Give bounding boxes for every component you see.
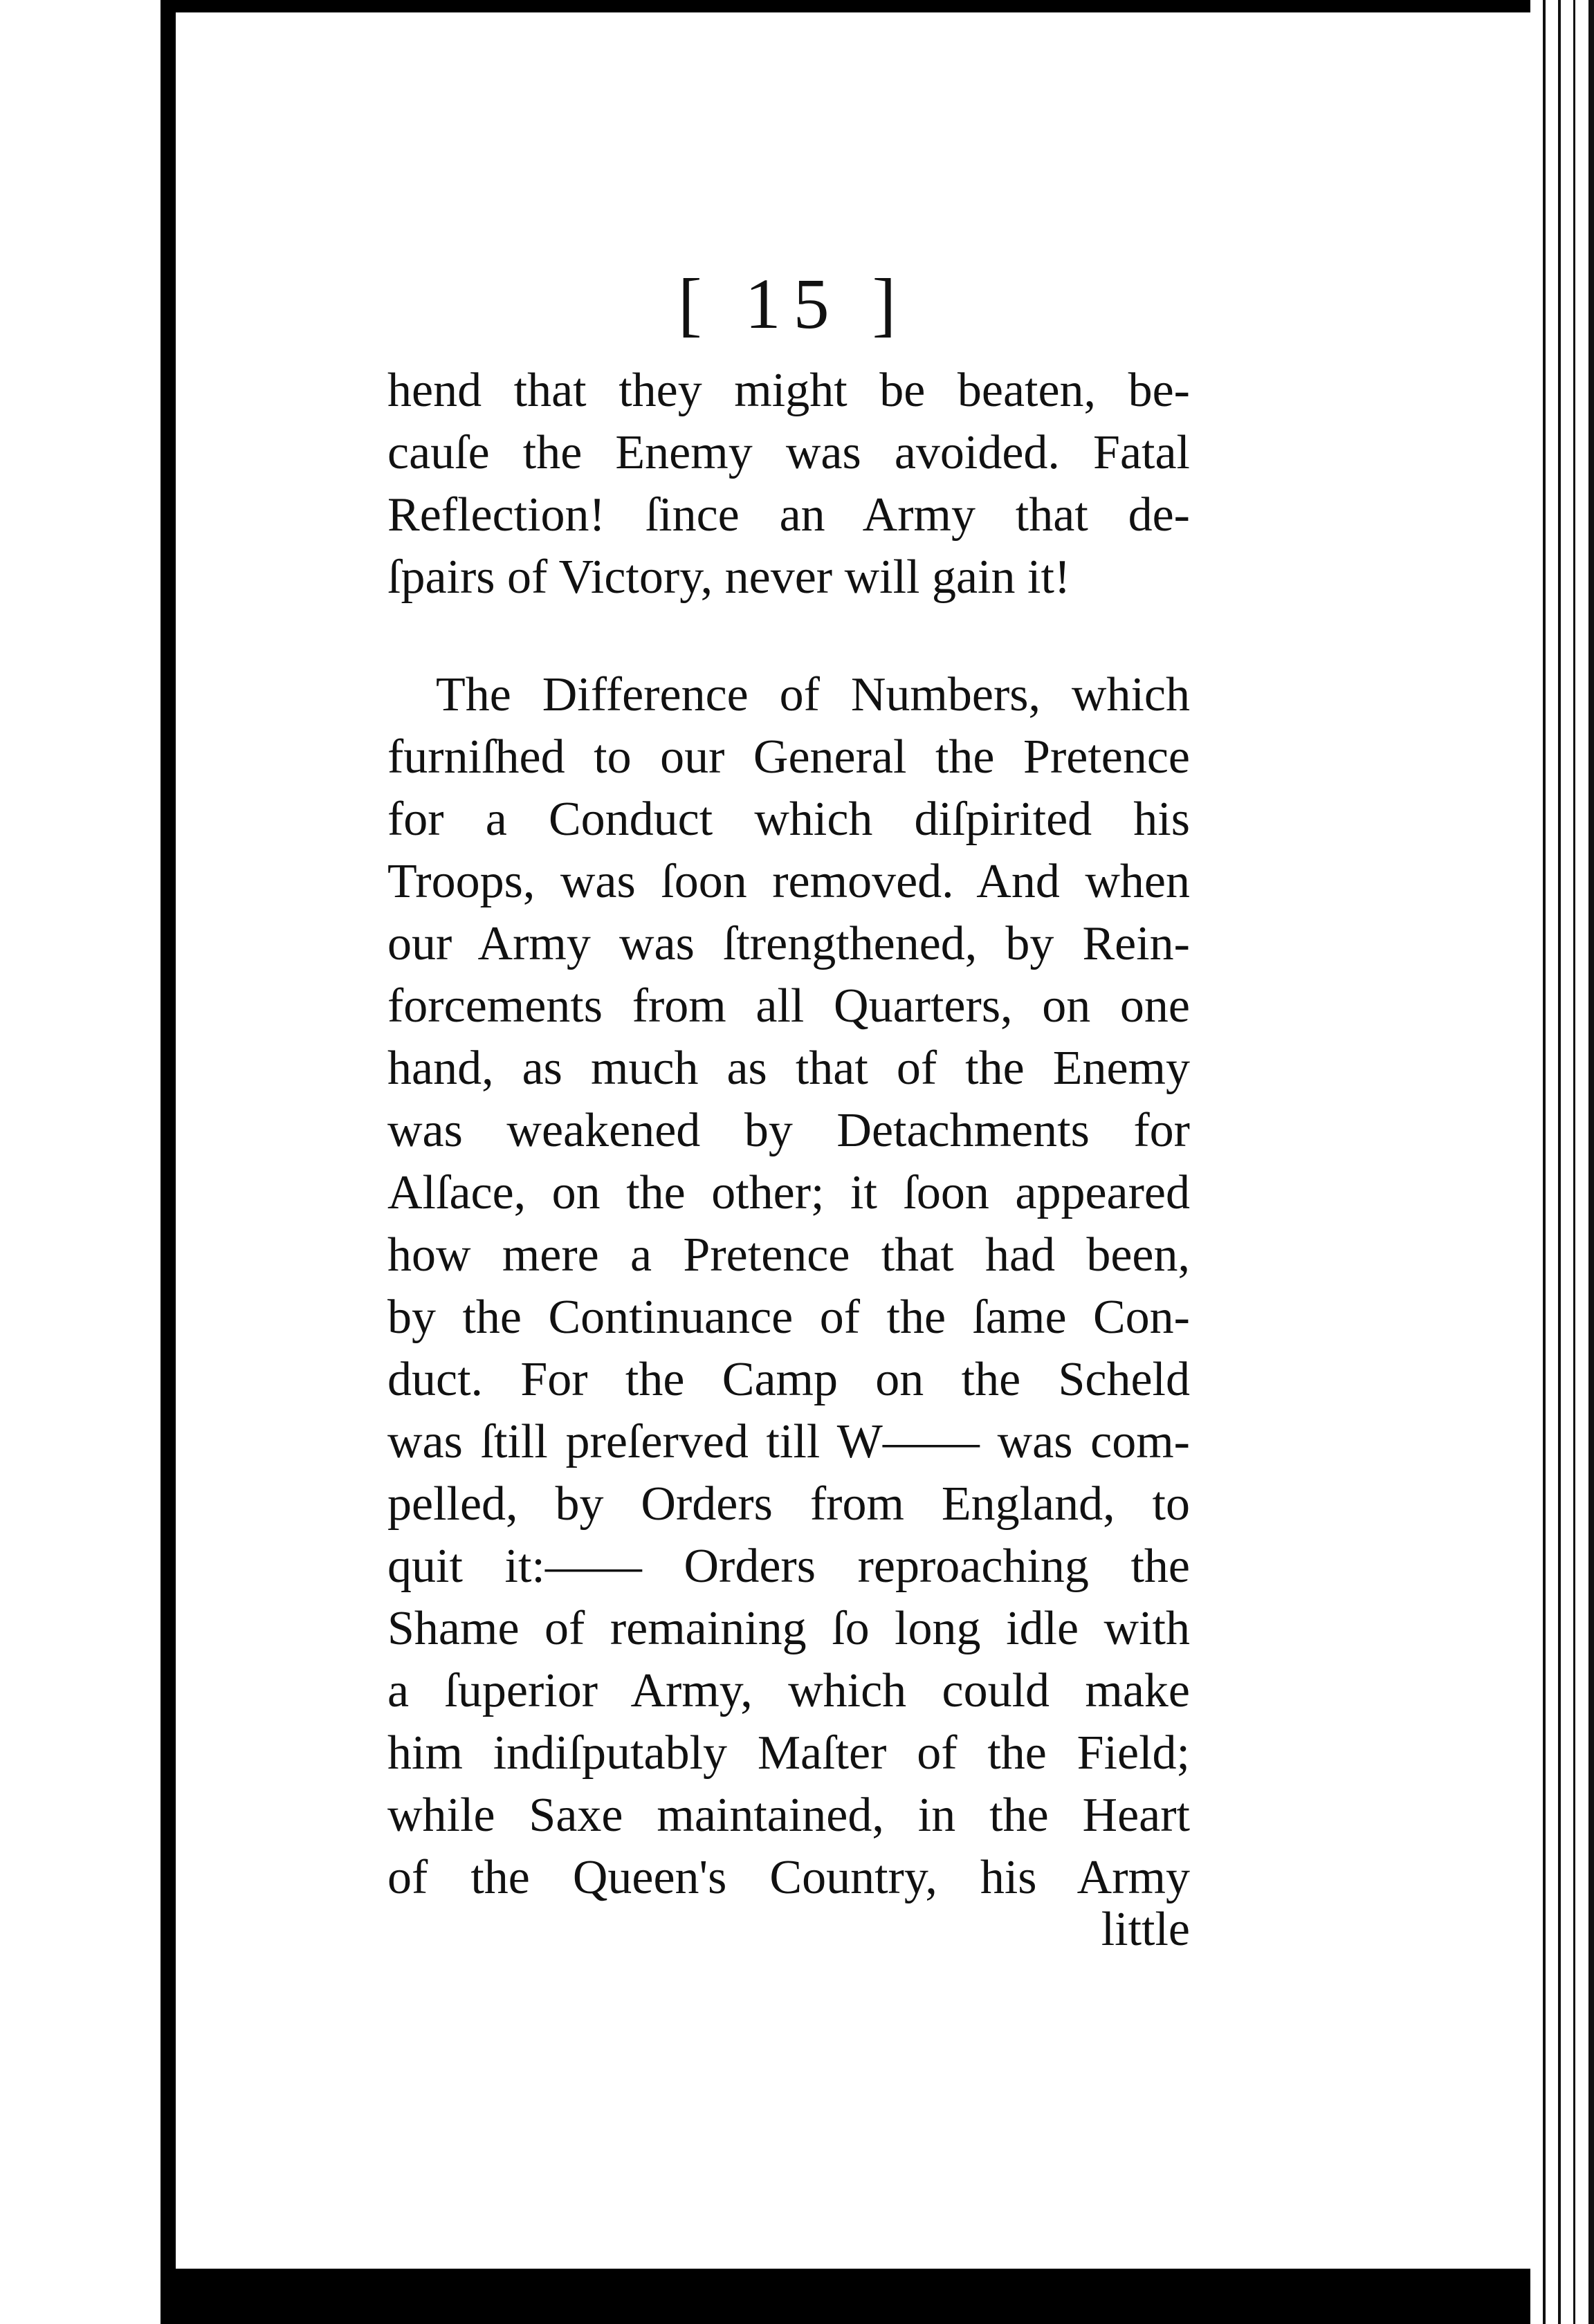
text-line: him indiſputably Maſter of the Field; [387, 1726, 1190, 1780]
text-line: cauſe the Enemy was avoided. Fatal [387, 426, 1190, 479]
text-line: Alſace, on the other; it ſoon appeared [387, 1166, 1190, 1219]
text-line: for a Conduct which diſpirited his [387, 793, 1190, 846]
text-line: while Saxe maintained, in the Heart [387, 1789, 1190, 1842]
text-line: was ſtill preſerved till W—— was com- [387, 1415, 1190, 1468]
paragraph-1 [387, 360, 1190, 609]
text-line: our Army was ſtrengthened, by Rein- [387, 917, 1190, 970]
page-number: [ 15 ] [678, 264, 909, 344]
facing-page-bottom [0, 2269, 161, 2324]
text-line: quit it:—— Orders reproaching the [387, 1540, 1190, 1593]
text-line: hend that they might be beaten, be- [387, 364, 1190, 417]
text-line: The Difference of Numbers, which [436, 668, 1190, 721]
text-line: duct. For the Camp on the Scheld [387, 1353, 1190, 1406]
scan-bottom-border [0, 2269, 1594, 2324]
text-line: was weakened by Detachments for [387, 1104, 1190, 1157]
text-line: Troops, was ſoon removed. And when [387, 855, 1190, 908]
text-line: Shame of remaining ſo long idle with [387, 1602, 1190, 1655]
text-line: Reflection! ſince an Army that de- [387, 488, 1190, 542]
text-line: a ſuperior Army, which could make [387, 1664, 1190, 1717]
text-line: forcements from all Quarters, on one [387, 979, 1190, 1033]
text-line: hand, as much as that of the Enemy [387, 1042, 1190, 1095]
text-line: by the Continuance of the ſame Con- [387, 1291, 1190, 1344]
page-edges [1530, 0, 1594, 2324]
text-line: furniſhed to our General the Pretence [387, 730, 1190, 784]
catchword: little [1101, 1903, 1190, 1956]
gutter-shadow [161, 0, 176, 2324]
paragraph-2 [387, 664, 1190, 1909]
text-line: how mere a Pretence that had been, [387, 1228, 1190, 1282]
text-line: ſpairs of Victory, never will gain it! [387, 551, 1071, 604]
text-line: of the Queen's Country, his Army [387, 1851, 1190, 1904]
text-line: pelled, by Orders from England, to [387, 1477, 1190, 1531]
facing-page-margin [0, 0, 161, 2324]
